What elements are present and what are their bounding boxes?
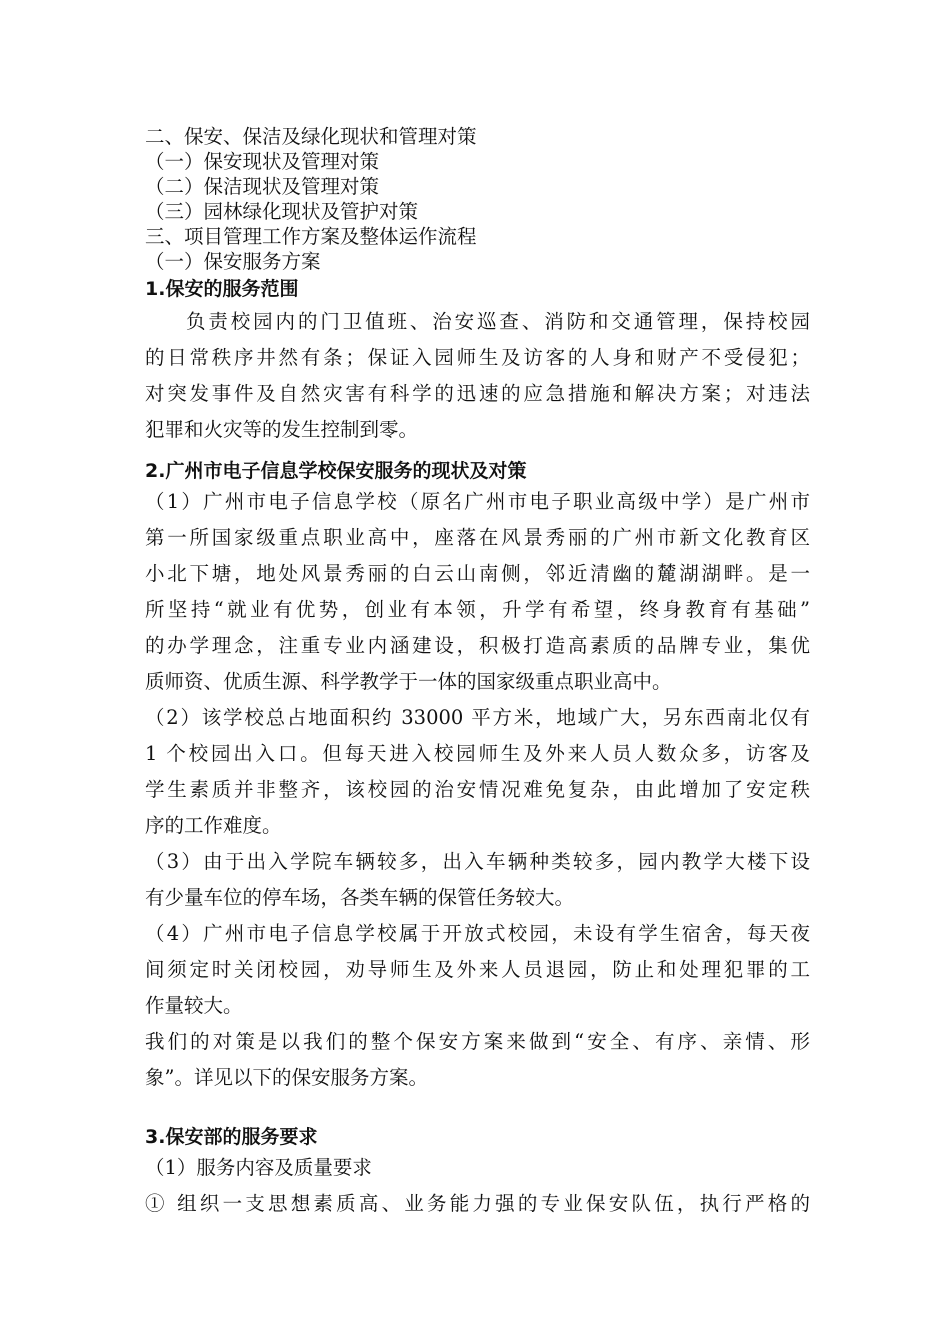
paragraph-line: 负责校园内的门卫值班、治安巡查、消防和交通管理，保持校园 bbox=[186, 310, 810, 333]
section-heading: 1.保安的服务范围 bbox=[145, 278, 299, 300]
paragraph-line: （1）服务内容及质量要求 bbox=[145, 1156, 372, 1179]
paragraph-line: 对突发事件及自然灾害有科学的迅速的应急措施和解决方案；对违法 bbox=[145, 382, 810, 405]
paragraph-line: 犯罪和火灾等的发生控制到零。 bbox=[145, 418, 419, 441]
paragraph-line: 小北下塘，地处风景秀丽的白云山南侧，邻近清幽的麓湖湖畔。是一 bbox=[145, 562, 810, 585]
section-heading: 2.广州市电子信息学校保安服务的现状及对策 bbox=[145, 460, 527, 482]
paragraph-line: 作量较大。 bbox=[145, 994, 243, 1017]
paragraph-line: （4）广州市电子信息学校属于开放式校园，未设有学生宿舍，每天夜 bbox=[145, 922, 810, 945]
paragraph-line: 1 个校园出入口。但每天进入校园师生及外来人员人数众多，访客及 bbox=[145, 742, 810, 765]
paragraph bbox=[145, 484, 810, 1096]
toc-line: 三、项目管理工作方案及整体运作流程 bbox=[145, 225, 477, 248]
paragraph bbox=[145, 304, 810, 448]
paragraph-line: 我们的对策是以我们的整个保安方案来做到“安全、有序、亲情、形 bbox=[145, 1030, 810, 1053]
paragraph-line: 的日常秩序井然有条；保证入园师生及访客的人身和财产不受侵犯； bbox=[145, 346, 810, 369]
toc-line: 二、保安、保洁及绿化现状和管理对策 bbox=[145, 125, 477, 148]
toc-line: （二）保洁现状及管理对策 bbox=[145, 175, 380, 198]
toc-line: （三）园林绿化现状及管护对策 bbox=[145, 200, 419, 223]
paragraph-line: 所坚持“就业有优势，创业有本领，升学有希望，终身教育有基础” bbox=[145, 598, 810, 621]
paragraph-line: ① 组织一支思想素质高、业务能力强的专业保安队伍，执行严格的 bbox=[145, 1192, 810, 1215]
paragraph-line: 学生素质并非整齐，该校园的治安情况难免复杂，由此增加了安定秩 bbox=[145, 778, 810, 801]
paragraph-line: （3）由于出入学院车辆较多，出入车辆种类较多，园内教学大楼下设 bbox=[145, 850, 810, 873]
paragraph-line: 有少量车位的停车场，各类车辆的保管任务较大。 bbox=[145, 886, 575, 909]
paragraph bbox=[145, 1150, 810, 1222]
paragraph-line: 质师资、优质生源、科学教学于一体的国家级重点职业高中。 bbox=[145, 670, 672, 693]
paragraph-line: （1）广州市电子信息学校（原名广州市电子职业高级中学）是广州市 bbox=[145, 490, 810, 513]
paragraph-line: （2）该学校总占地面积约 33000 平方米，地域广大，另东西南北仅有 bbox=[145, 706, 810, 729]
paragraph-line: 象”。详见以下的保安服务方案。 bbox=[145, 1066, 428, 1089]
toc-line: （一）保安现状及管理对策 bbox=[145, 150, 380, 173]
paragraph-line: 第一所国家级重点职业高中，座落在风景秀丽的广州市新文化教育区 bbox=[145, 526, 810, 549]
paragraph-line: 序的工作难度。 bbox=[145, 814, 282, 837]
paragraph-line: 间须定时关闭校园，劝导师生及外来人员退园，防止和处理犯罪的工 bbox=[145, 958, 810, 981]
paragraph-line: 的办学理念，注重专业内涵建设，积极打造高素质的品牌专业，集优 bbox=[145, 634, 810, 657]
toc-line: （一）保安服务方案 bbox=[145, 250, 321, 273]
section-heading: 3.保安部的服务要求 bbox=[145, 1126, 318, 1148]
